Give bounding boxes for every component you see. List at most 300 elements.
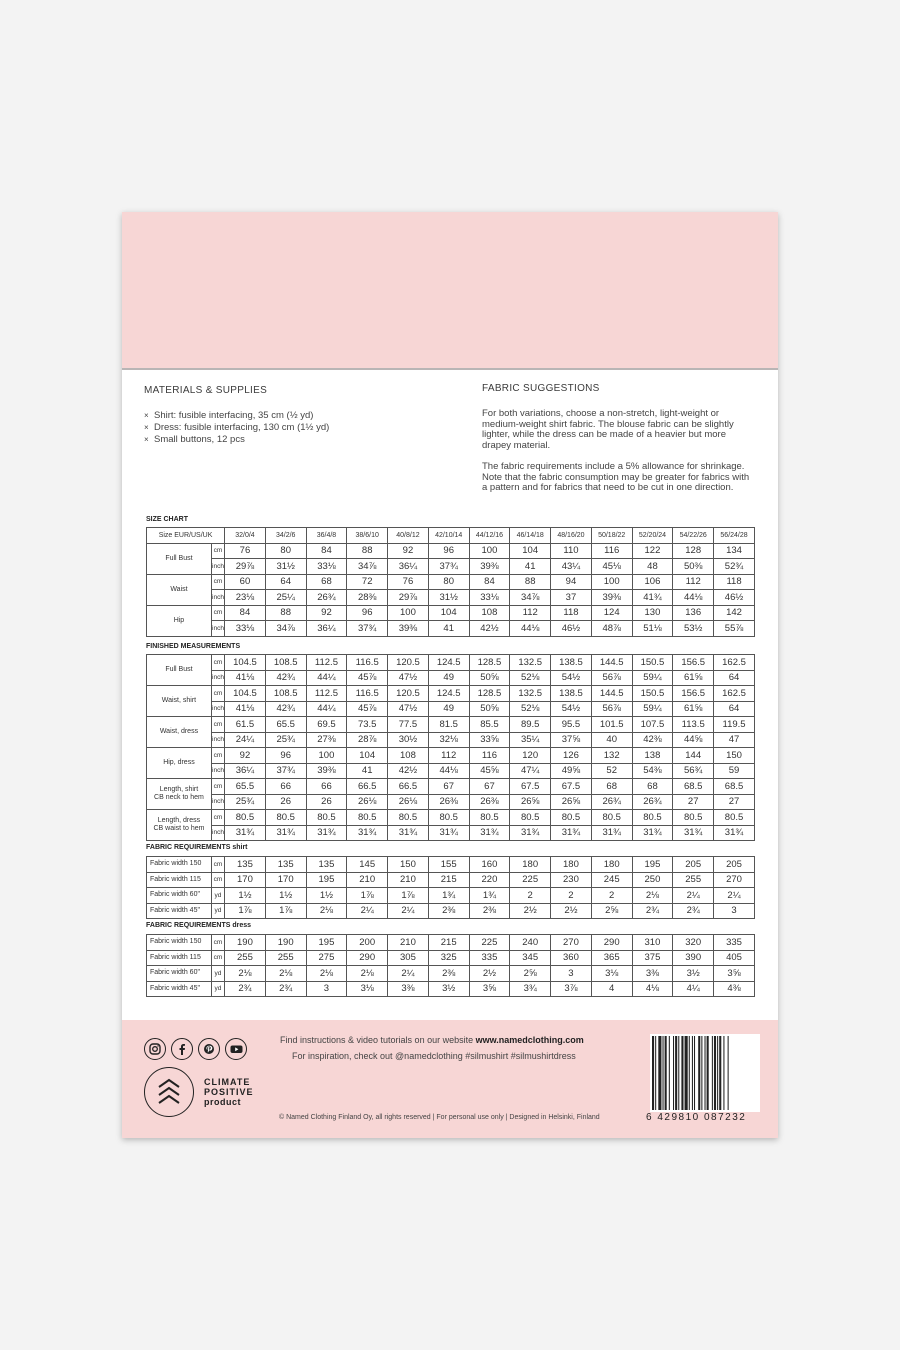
table-cell: 2¼ [388,966,429,982]
barcode-bar [658,1036,661,1110]
table-cell: 23⅛ [225,590,266,606]
table-cell: 66 [265,779,306,795]
table-cell: 49 [428,701,469,717]
table-cell: 200 [347,935,388,951]
table-cell: 100 [306,748,347,764]
barcode-bar [673,1036,674,1110]
table-row [147,670,755,686]
table-cell: 108.5 [265,655,306,671]
row-label: Length, shirt CB neck to hem [147,779,212,810]
barcode-bar [652,1036,654,1110]
row-label: Hip, dress [147,748,212,779]
youtube-icon[interactable] [225,1038,247,1060]
unit-cell: inch [211,559,224,575]
table-cell: 104.5 [225,686,266,702]
table-cell: 66.5 [347,779,388,795]
climate-positive-text: CLIMATE POSITIVE product [204,1077,254,1107]
table-cell: 144.5 [591,655,632,671]
table-row [147,888,755,904]
table-cell: 44⅛ [673,590,714,606]
table-cell: 42¾ [265,701,306,717]
barcode-bar [685,1036,688,1110]
barcode-number: 6 429810 087232 [646,1112,747,1123]
table-cell: 130 [632,605,673,621]
table-cell: 64 [714,670,755,686]
table-cell: 2¾ [225,981,266,997]
table-cell: 3⅜ [388,981,429,997]
table-cell: 215 [428,872,469,888]
table-cell: 76 [388,574,429,590]
table-cell: 33⅛ [469,590,510,606]
facebook-icon[interactable] [171,1038,193,1060]
table-cell: 34⅞ [510,590,551,606]
unit-cell: cm [211,543,224,559]
unit-cell: yd [211,888,224,904]
unit-cell: inch [211,825,224,841]
table-row [147,966,755,982]
table-cell: 135 [265,857,306,873]
table-cell: 92 [306,605,347,621]
table-cell: 240 [510,935,551,951]
table-cell: 107.5 [632,717,673,733]
barcode-bar [655,1036,656,1110]
table-cell: 4⅜ [714,981,755,997]
unit-cell: cm [211,810,224,826]
table-row [147,732,755,748]
table-cell: 92 [225,748,266,764]
table-cell: 2⅛ [306,903,347,919]
table-cell: 68.5 [673,779,714,795]
table-cell: 67.5 [510,779,551,795]
barcode-bar [675,1036,677,1110]
table-cell: 85.5 [469,717,510,733]
table-cell: 120.5 [388,655,429,671]
size-chart-title: SIZE CHART [146,516,188,523]
table-row [147,717,755,733]
table-cell: 1⅞ [225,903,266,919]
table-cell: 66.5 [388,779,429,795]
unit-cell: cm [211,872,224,888]
table-cell: 54½ [551,701,592,717]
table-cell: 112.5 [306,686,347,702]
finished-measurements-title: FINISHED MEASUREMENTS [146,643,241,650]
table-cell: 26¾ [632,794,673,810]
barcode-bar [692,1036,693,1110]
size-header-cell: 40/8/12 [388,528,429,544]
table-cell: 27 [714,794,755,810]
table-row [147,903,755,919]
finished-measurements-table [146,654,755,841]
fabric-req-dress-table [146,934,755,997]
table-cell: 365 [591,950,632,966]
table-cell: 2 [551,888,592,904]
table-cell: 2⅛ [225,966,266,982]
table-cell: 56¾ [673,763,714,779]
chevrons-up-icon [157,1078,181,1106]
table-cell: 2¾ [265,981,306,997]
table-cell: 255 [225,950,266,966]
table-cell: 45⅝ [469,763,510,779]
table-cell: 150.5 [632,686,673,702]
table-cell: 68 [591,779,632,795]
table-cell: 95.5 [551,717,592,733]
table-cell: 144 [673,748,714,764]
table-cell: 50⅝ [469,701,510,717]
table-row [147,748,755,764]
table-row [147,655,755,671]
barcode-bar [678,1036,679,1110]
unit-cell: cm [211,717,224,733]
table-cell: 28⅞ [347,732,388,748]
table-cell: 44⅝ [673,732,714,748]
table-cell: 46½ [551,621,592,637]
table-cell: 42½ [469,621,510,637]
table-cell: 360 [551,950,592,966]
table-cell: 48 [632,559,673,575]
unit-cell: inch [211,701,224,717]
table-cell: 25¾ [225,794,266,810]
fabric-req-shirt-title: FABRIC REQUIREMENTS shirt [146,844,248,851]
table-cell: 80.5 [428,810,469,826]
table-cell: 1½ [225,888,266,904]
table-cell: 31¾ [714,825,755,841]
table-cell: 170 [225,872,266,888]
table-cell: 101.5 [591,717,632,733]
barcode-bar [714,1036,716,1110]
table-cell: 225 [510,872,551,888]
size-header-cell: 54/22/26 [673,528,714,544]
unit-cell: inch [211,621,224,637]
table-cell: 4 [591,981,632,997]
table-cell: 225 [469,935,510,951]
table-cell: 45⅞ [347,701,388,717]
materials-title: MATERIALS & SUPPLIES [144,385,268,396]
table-cell: 290 [347,950,388,966]
table-cell: 31½ [428,590,469,606]
table-cell: 210 [347,872,388,888]
unit-cell: cm [211,779,224,795]
table-cell: 2 [591,888,632,904]
table-cell: 305 [388,950,429,966]
table-cell: 2¾ [673,903,714,919]
table-cell: 104 [347,748,388,764]
table-cell: 84 [306,543,347,559]
table-cell: 160 [469,857,510,873]
table-cell: 41 [510,559,551,575]
table-cell: 34⅞ [347,559,388,575]
table-cell: 55⅞ [714,621,755,637]
table-cell: 31¾ [551,825,592,841]
table-cell: 37¾ [347,621,388,637]
table-cell: 2⅛ [265,966,306,982]
table-cell: 27⅜ [306,732,347,748]
table-cell: 59¼ [632,670,673,686]
table-cell: 41¾ [632,590,673,606]
barcode-bar [723,1036,724,1110]
table-cell: 190 [265,935,306,951]
table-cell: 80 [428,574,469,590]
table-cell: 65.5 [225,779,266,795]
table-cell: 37⅝ [551,732,592,748]
table-cell: 80.5 [673,810,714,826]
table-cell: 104 [510,543,551,559]
table-cell: 47½ [388,701,429,717]
table-cell: 47 [714,732,755,748]
table-cell: 26 [265,794,306,810]
table-cell: 3⅛ [591,966,632,982]
barcode-bar [689,1036,690,1110]
unit-cell: cm [211,574,224,590]
table-cell: 47¼ [510,763,551,779]
table-cell: 112.5 [306,655,347,671]
table-cell: 108 [388,748,429,764]
table-cell: 1½ [265,888,306,904]
table-cell: 108.5 [265,686,306,702]
unit-cell: yd [211,981,224,997]
table-cell: 4⅛ [632,981,673,997]
pinterest-icon[interactable] [198,1038,220,1060]
table-cell: 72 [347,574,388,590]
barcode-bar [663,1036,664,1110]
table-header-row [147,528,755,544]
table-cell: 325 [428,950,469,966]
table-cell: 1⅞ [388,888,429,904]
table-cell: 275 [306,950,347,966]
table-cell: 128.5 [469,686,510,702]
table-cell: 150.5 [632,655,673,671]
table-cell: 1⅞ [347,888,388,904]
table-cell: 96 [428,543,469,559]
fabric-suggestions-title: FABRIC SUGGESTIONS [482,383,600,394]
unit-cell: inch [211,763,224,779]
row-label: Fabric width 60" [147,966,212,982]
table-cell: 47½ [388,670,429,686]
table-cell: 3⅞ [551,981,592,997]
table-cell: 116 [469,748,510,764]
table-cell: 3⅛ [347,981,388,997]
table-cell: 144.5 [591,686,632,702]
table-cell: 3⅝ [714,966,755,982]
table-cell: 155 [428,857,469,873]
unit-cell: inch [211,670,224,686]
table-cell: 94 [551,574,592,590]
table-cell: 80 [265,543,306,559]
unit-cell: cm [211,950,224,966]
table-cell: 119.5 [714,717,755,733]
size-header-cell: 36/4/8 [306,528,347,544]
size-header-cell: 38/6/10 [347,528,388,544]
table-cell: 390 [673,950,714,966]
table-cell: 81.5 [428,717,469,733]
table-cell: 53½ [673,621,714,637]
table-cell: 80.5 [469,810,510,826]
size-header-cell: 50/18/22 [591,528,632,544]
table-cell: 2⅝ [591,903,632,919]
table-cell: 33⅛ [306,559,347,575]
barcode-bar [698,1036,700,1110]
table-cell: 104.5 [225,655,266,671]
table-row [147,574,755,590]
table-cell: 80.5 [714,810,755,826]
table-cell: 32⅛ [428,732,469,748]
table-cell: 31¾ [265,825,306,841]
fabric-req-dress-title: FABRIC REQUIREMENTS dress [146,922,252,929]
table-cell: 345 [510,950,551,966]
table-cell: 112 [673,574,714,590]
row-label: Full Bust [147,543,212,574]
table-cell: 67 [428,779,469,795]
table-cell: 31¾ [673,825,714,841]
barcode-bar [705,1036,706,1110]
row-label: Waist, dress [147,717,212,748]
table-cell: 31¾ [469,825,510,841]
table-cell: 39⅜ [306,763,347,779]
table-cell: 64 [714,701,755,717]
table-cell: 195 [306,935,347,951]
barcode-bar [712,1036,713,1110]
table-cell: 126 [551,748,592,764]
website-link[interactable]: www.namedclothing.com [475,1035,584,1045]
size-header-cell: 46/14/18 [510,528,551,544]
table-cell: 61.5 [225,717,266,733]
table-cell: 156.5 [673,686,714,702]
fabric-suggestions-para2: The fabric requirements include a 5% allowance for shrinkage. Note that the fabric consumption may be greater for fabrics with a pattern and for fabrics that need to be cut in one direction. [482,461,750,493]
barcode-bar [701,1036,702,1110]
table-cell: 124 [591,605,632,621]
table-cell: 42¾ [265,670,306,686]
table-cell: 150 [388,857,429,873]
table-cell: 2 [510,888,551,904]
table-cell: 100 [388,605,429,621]
table-cell: 205 [673,857,714,873]
table-row [147,935,755,951]
table-cell: 52⅛ [510,701,551,717]
table-cell: 45⅞ [347,670,388,686]
table-cell: 88 [265,605,306,621]
table-cell: 180 [591,857,632,873]
table-row [147,543,755,559]
table-cell: 3 [306,981,347,997]
table-cell: 116.5 [347,686,388,702]
table-cell: 80.5 [388,810,429,826]
table-cell: 270 [714,872,755,888]
size-chart-table [146,527,755,637]
unit-cell: yd [211,903,224,919]
table-cell: 132.5 [510,655,551,671]
barcode-bar [719,1036,721,1110]
table-cell: 405 [714,950,755,966]
table-cell: 124.5 [428,655,469,671]
footer-website-line: Find instructions & video tutorials on our website www.namedclothing.com [280,1035,584,1045]
barcode-bar [728,1036,729,1110]
table-row [147,779,755,795]
row-label: Length, dress CB waist to hem [147,810,212,841]
table-cell: 44⅛ [428,763,469,779]
table-row [147,794,755,810]
table-cell: 3 [714,903,755,919]
barcode-bar [707,1036,709,1110]
table-cell: 59¼ [632,701,673,717]
row-label: Waist, shirt [147,686,212,717]
table-cell: 67.5 [551,779,592,795]
table-cell: 61⅝ [673,670,714,686]
table-cell: 255 [673,872,714,888]
unit-cell: cm [211,686,224,702]
table-cell: 250 [632,872,673,888]
table-cell: 320 [673,935,714,951]
size-header-cell: 48/16/20 [551,528,592,544]
table-cell: 61⅝ [673,701,714,717]
table-cell: 37¾ [428,559,469,575]
table-cell: 142 [714,605,755,621]
table-cell: 156.5 [673,655,714,671]
instagram-icon[interactable] [144,1038,166,1060]
table-cell: 4¼ [673,981,714,997]
table-cell: 128 [673,543,714,559]
table-cell: 40 [591,732,632,748]
table-cell: 80.5 [265,810,306,826]
table-cell: 56⅞ [591,701,632,717]
table-cell: 270 [551,935,592,951]
table-cell: 26⅛ [347,794,388,810]
table-cell: 2⅛ [632,888,673,904]
table-cell: 132.5 [510,686,551,702]
size-header-cell: 52/20/24 [632,528,673,544]
table-cell: 255 [265,950,306,966]
table-cell: 375 [632,950,673,966]
table-cell: 210 [388,872,429,888]
table-cell: 26¾ [591,794,632,810]
table-cell: 2¼ [714,888,755,904]
table-cell: 138.5 [551,655,592,671]
table-cell: 80.5 [551,810,592,826]
table-cell: 26⅝ [510,794,551,810]
table-cell: 150 [714,748,755,764]
table-cell: 54½ [551,670,592,686]
table-cell: 145 [347,857,388,873]
table-cell: 162.5 [714,655,755,671]
table-cell: 46½ [714,590,755,606]
table-cell: 44⅛ [510,621,551,637]
table-cell: 162.5 [714,686,755,702]
table-cell: 210 [388,935,429,951]
table-cell: 31¾ [510,825,551,841]
table-cell: 84 [469,574,510,590]
size-header-cell: 34/2/6 [265,528,306,544]
table-cell: 230 [551,872,592,888]
table-cell: 136 [673,605,714,621]
row-label: Waist [147,574,212,605]
table-cell: 76 [225,543,266,559]
table-cell: 24¼ [225,732,266,748]
table-cell: 113.5 [673,717,714,733]
table-cell: 56⅞ [591,670,632,686]
table-cell: 49⅝ [551,763,592,779]
table-cell: 36¼ [388,559,429,575]
table-cell: 116 [591,543,632,559]
row-label: Hip [147,605,212,636]
table-cell: 68 [306,574,347,590]
table-cell: 195 [306,872,347,888]
table-row [147,872,755,888]
table-cell: 132 [591,748,632,764]
unit-cell: cm [211,748,224,764]
table-row [147,950,755,966]
materials-list [144,410,329,446]
table-cell: 41⅛ [225,701,266,717]
table-cell: 104 [428,605,469,621]
table-cell: 110 [551,543,592,559]
